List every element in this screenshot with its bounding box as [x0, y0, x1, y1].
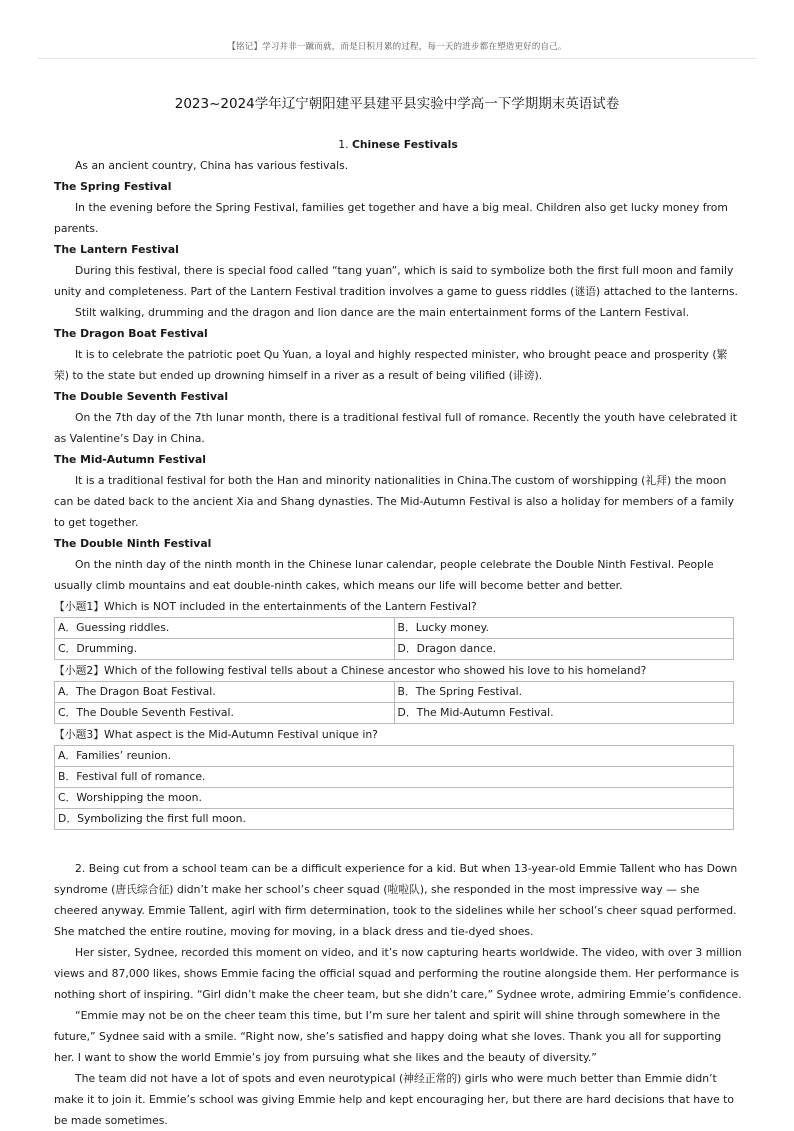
- q2-option-a[interactable]: A．The Dragon Boat Festival.: [55, 682, 395, 703]
- q1-option-b[interactable]: B．Lucky money.: [394, 618, 733, 639]
- passage1-intro: As an ancient country, China has various festivals.: [75, 159, 349, 172]
- q1-option-d[interactable]: D．Dragon dance.: [394, 639, 733, 660]
- question-2-stem: 【小题2】Which of the following festival tells about a Chinese ancestor who showed his love to his homeland?: [54, 664, 647, 677]
- question-2-options: [54, 681, 734, 724]
- question-3-options: [54, 745, 734, 830]
- q2-option-c[interactable]: C．The Double Seventh Festival.: [55, 703, 395, 724]
- q3-option-c[interactable]: C．Worshipping the moon.: [55, 788, 734, 809]
- mid-autumn-festival-title: The Mid-Autumn Festival: [54, 453, 206, 466]
- document-body: [54, 134, 742, 1131]
- dragon-boat-festival-title: The Dragon Boat Festival: [54, 327, 208, 340]
- mid-autumn-festival-text: It is a traditional festival for both the Han and minority nationalities in China.The custom of worshipping (礼拜) the moon can be dated back to the ancient Xia and Shang dynasties. The Mid-Autumn Festival is also a holiday for members of a family to get together.: [54, 474, 735, 529]
- dragon-boat-festival-text: It is to celebrate the patriotic poet Qu Yuan, a loyal and highly respected minister, who brought peace and prosperity (繁荣) to the state but ended up drowning himself in a river as a result of being vilified (诽谤).: [54, 348, 728, 382]
- lantern-festival-title: The Lantern Festival: [54, 243, 179, 256]
- spring-festival-text: In the evening before the Spring Festival, families get together and have a big meal. Children also get lucky money from parents.: [54, 201, 728, 235]
- header-motto: 【铭记】学习并非一蹴而就，而是日积月累的过程，每一天的进步都在塑造更好的自己。: [227, 42, 567, 52]
- q1-option-a[interactable]: A．Guessing riddles.: [55, 618, 395, 639]
- q2-option-d[interactable]: D．The Mid-Autumn Festival.: [394, 703, 734, 724]
- q3-option-b[interactable]: B．Festival full of romance.: [55, 767, 734, 788]
- double-seventh-festival-title: The Double Seventh Festival: [54, 390, 229, 403]
- passage1-heading: [54, 134, 742, 155]
- q3-option-a[interactable]: A．Families’ reunion.: [55, 746, 734, 767]
- lantern-festival-text-1: During this festival, there is special food called “tang yuan”, which is said to symbolize both the first full moon and family unity and completeness. Part of the Lantern Festival tradition involves a game to guess riddles (谜语) attached to the lanterns.: [54, 264, 738, 298]
- passage1-number: 1.: [338, 138, 352, 151]
- passage2-paragraph-1: 2. Being cut from a school team can be a difficult experience for a kid. But when 13-year-old Emmie Tallent who has Down syndrome (唐氏综合征) didn’t make her school’s cheer squad (啦啦队), she responded in the most impressive way — she cheered anyway. Emmie Tallent, agirl with firm determination, took to the sidelines while her school’s cheer squad performed. She matched the entire routine, moving for moving, in a black dress and tie-dyed shoes.: [54, 862, 738, 938]
- question-3-stem: 【小题3】What aspect is the Mid-Autumn Festival unique in?: [54, 728, 378, 741]
- passage2-paragraph-2: Her sister, Sydnee, recorded this moment on video, and it’s now capturing hearts worldwide. The video, with over 3 million views and 87,000 likes, shows Emmie facing the official squad and performing the routine alongside them. Her performance is nothing short of inspiring. “Girl didn’t make the cheer team, but she didn’t care,” Sydnee wrote, admiring Emmie’s confidence.: [54, 946, 742, 1001]
- question-1-options: [54, 617, 734, 660]
- lantern-festival-text-2: Stilt walking, drumming and the dragon and lion dance are the main entertainment forms of the Lantern Festival.: [75, 306, 690, 319]
- passage2-paragraph-4: The team did not have a lot of spots and even neurotypical (神经正常的) girls who were much better than Emmie didn’t make it to join it. Emmie’s school was giving Emmie help and kept encouraging her, but there are hard decisions that have to be made sometimes.: [54, 1072, 734, 1127]
- document-title: 2023~2024学年辽宁朝阳建平县建平县实验中学高一下学期期末英语试卷: [174, 96, 620, 112]
- spring-festival-title: The Spring Festival: [54, 180, 172, 193]
- passage1-title: Chinese Festivals: [351, 138, 458, 151]
- question-1-stem: 【小题1】Which is NOT included in the entertainments of the Lantern Festival?: [54, 600, 477, 613]
- double-ninth-festival-text: On the ninth day of the ninth month in the Chinese lunar calendar, people celebrate the Double Ninth Festival. People usually climb mountains and eat double-ninth cakes, which means our life will become better and better.: [54, 558, 714, 592]
- header-divider: [38, 58, 756, 59]
- double-ninth-festival-title: The Double Ninth Festival: [54, 537, 212, 550]
- section-spacer: [54, 830, 742, 858]
- q1-option-c[interactable]: C．Drumming.: [55, 639, 395, 660]
- double-seventh-festival-text: On the 7th day of the 7th lunar month, there is a traditional festival full of romance. Recently the youth have celebrated it as Valentine’s Day in China.: [54, 411, 737, 445]
- q3-option-d[interactable]: D．Symbolizing the first full moon.: [55, 809, 734, 830]
- q2-option-b[interactable]: B．The Spring Festival.: [394, 682, 734, 703]
- passage2-paragraph-3: “Emmie may not be on the cheer team this time, but I’m sure her talent and spirit will shine through somewhere in the future,” Sydnee said with a smile. “Right now, she’s satisfied and happy doing what she loves. Thank you all for supporting her. I want to show the world Emmie’s joy from pursuing what she likes and the beauty of diversity.”: [54, 1009, 722, 1064]
